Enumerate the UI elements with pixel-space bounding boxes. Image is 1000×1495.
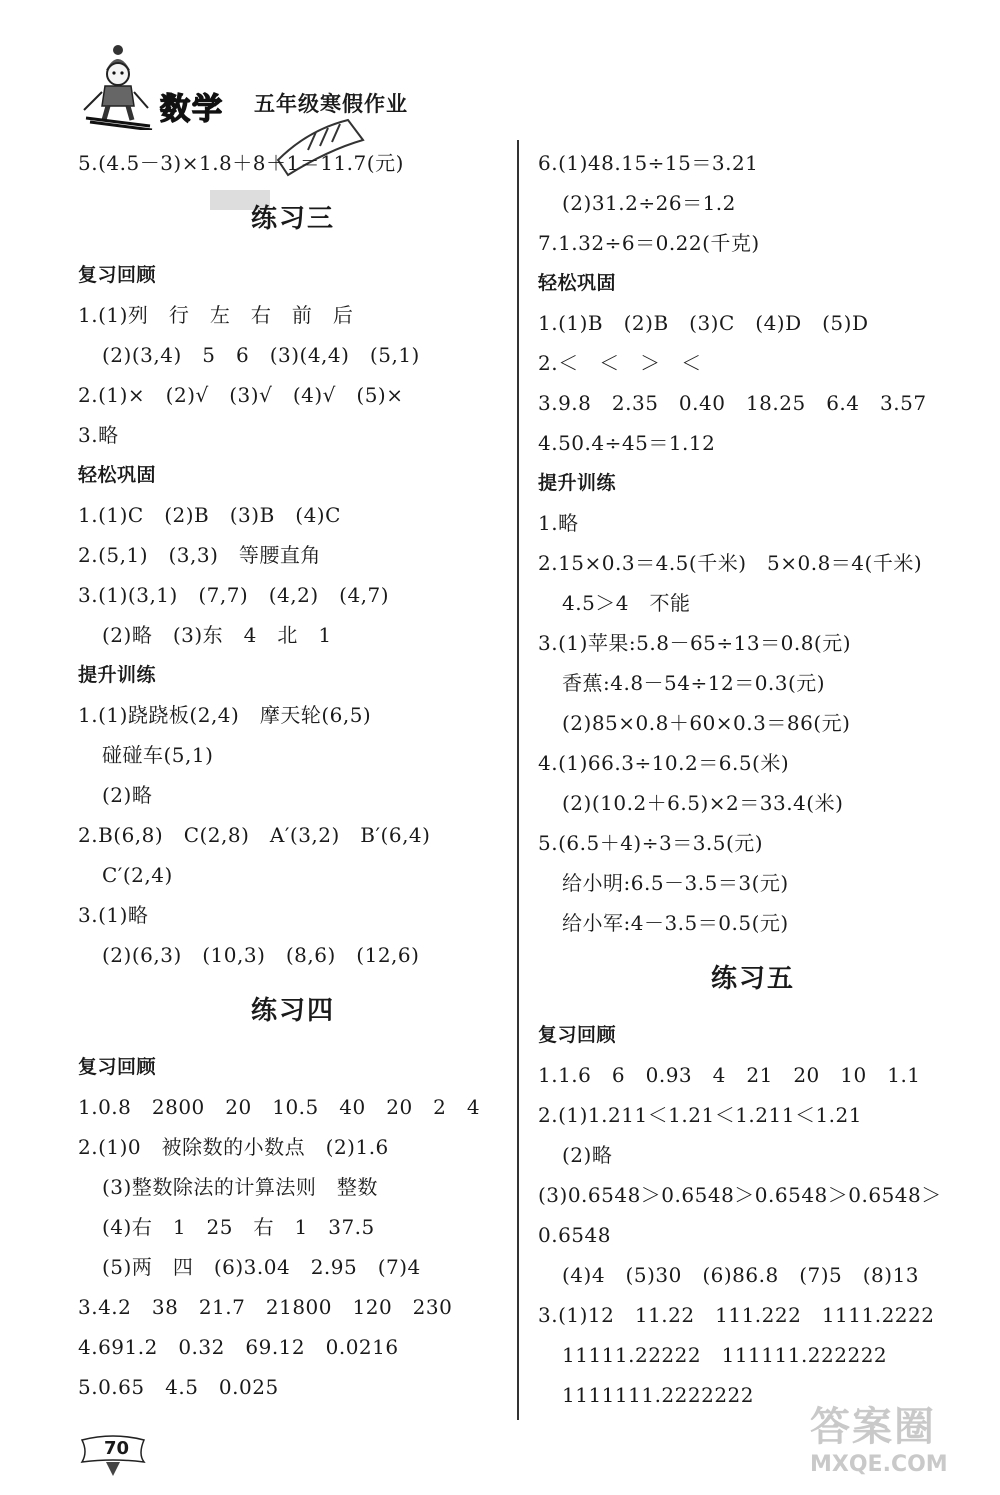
answer-line: C′(2,4) [102,863,173,887]
answer-line: (2)略 (3)东 4 北 1 [102,623,332,647]
subsection-heading: 复习回顾 [78,264,157,286]
section-title: 练习五 [710,964,795,994]
subsection-heading: 轻松巩固 [78,464,157,486]
answer-line: 1.0.8 2800 20 10.5 40 20 2 4 [78,1095,481,1119]
answer-line: 1.(1)C (2)B (3)B (4)C [78,503,341,527]
answer-line: 2.＜ ＜ ＞ ＜ [538,351,702,375]
answer-line: 2.(1)1.211＜1.21＜1.211＜1.21 [538,1103,862,1127]
answer-line: 1111111.2222222 [562,1383,755,1407]
skier-mascot-icon [78,40,158,130]
answer-line: 3.(1)略 [78,903,149,927]
watermark-main: 答案圈 [810,1404,936,1450]
answer-line: 1.(1)跷跷板(2,4) 摩天轮(6,5) [78,703,372,727]
answer-line: 7.1.32÷6＝0.22(千克) [538,231,760,255]
left-column [78,143,508,1407]
answer-line: 香蕉:4.8－54÷12＝0.3(元) [562,671,826,695]
answer-line: 11111.22222 111111.222222 [562,1343,888,1367]
subsection-heading: 复习回顾 [538,1024,617,1046]
answer-line: 给小明:6.5－3.5＝3(元) [562,871,789,895]
answer-line: 2.(5,1) (3,3) 等腰直角 [78,543,321,567]
subsection-heading: 复习回顾 [78,1056,157,1078]
watermark [810,1395,985,1490]
subsection-heading: 提升训练 [78,664,157,686]
answer-line: (3)整数除法的计算法则 整数 [102,1175,378,1199]
answer-line: 1.(1)B (2)B (3)C (4)D (5)D [538,311,869,335]
answer-line: 4.50.4÷45＝1.12 [538,431,716,455]
answer-line: (2)(6,3) (10,3) (8,6) (12,6) [102,943,420,967]
answer-line: (2)略 [102,783,153,807]
answer-line: 4.(1)66.3÷10.2＝6.5(米) [538,751,790,775]
answer-line: 1.1.6 6 0.93 4 21 20 10 1.1 [538,1063,921,1087]
answer-line: 1.(1)列 行 左 右 前 后 [78,303,354,327]
answer-line: (5)两 四 (6)3.04 2.95 (7)4 [102,1255,421,1279]
answer-line: (3)0.6548＞0.6548＞0.6548＞0.6548＞ [538,1183,942,1207]
answer-line: 5.(4.5－3)×1.8＋8＋1＝11.7(元) [78,151,404,175]
answer-line: (2)(3,4) 5 6 (3)(4,4) (5,1) [102,343,420,367]
answer-line: 给小军:4－3.5＝0.5(元) [562,911,789,935]
answer-line: 3.(1)(3,1) (7,7) (4,2) (4,7) [78,583,390,607]
answer-line: (4)右 1 25 右 1 37.5 [102,1215,375,1239]
subsection-heading: 轻松巩固 [538,272,617,294]
answer-line: 2.(1)× (2)√ (3)√ (4)√ (5)× [78,383,404,407]
answer-line: 2.(1)0 被除数的小数点 (2)1.6 [78,1135,389,1159]
answer-line: 2.B(6,8) C(2,8) A′(3,2) B′(6,4) [78,823,431,847]
answer-line: 3.9.8 2.35 0.40 18.25 6.4 3.57 [538,391,927,415]
answer-line: 6.(1)48.15÷15＝3.21 [538,151,759,175]
right-column [538,143,968,1415]
answer-line: 3.(1)苹果:5.8－65÷13＝0.8(元) [538,631,852,655]
answer-line: (2)31.2÷26＝1.2 [562,191,736,215]
answer-line: 碰碰车(5,1) [102,743,214,767]
answer-line: 4.691.2 0.32 69.12 0.0216 [78,1335,399,1359]
page-number-badge [78,1432,148,1477]
answer-line: 5.0.65 4.5 0.025 [78,1375,279,1399]
page-number: 70 [104,1438,130,1459]
answer-line: (2)85×0.8＋60×0.3＝86(元) [562,711,851,735]
answer-line: 2.15×0.3＝4.5(千米) 5×0.8＝4(千米) [538,551,923,575]
answer-line: 4.5＞4 不能 [562,591,691,615]
answer-line: 3.(1)12 11.22 111.222 1111.2222 [538,1303,935,1327]
answer-line: 3.略 [78,423,119,447]
watermark-url: MXQE.COM [810,1452,948,1477]
answer-line: 5.(6.5＋4)÷3＝3.5(元) [538,831,764,855]
section-title: 练习三 [250,204,335,234]
answer-line: 3.4.2 38 21.7 21800 120 230 [78,1295,453,1319]
answer-line: 0.6548 [538,1223,611,1247]
answer-line: (2)略 [562,1143,613,1167]
section-title: 练习四 [250,996,335,1026]
answer-line: (4)4 (5)30 (6)86.8 (7)5 (8)13 [562,1263,920,1287]
page-header [78,40,438,135]
grade-title: 五年级寒假作业 [254,92,408,116]
answer-line: 1.略 [538,511,579,535]
column-divider [517,140,519,1420]
answer-line: (2)(10.2＋6.5)×2＝33.4(米) [562,791,844,815]
brand-title: 数学 [160,92,224,127]
subsection-heading: 提升训练 [538,472,617,494]
